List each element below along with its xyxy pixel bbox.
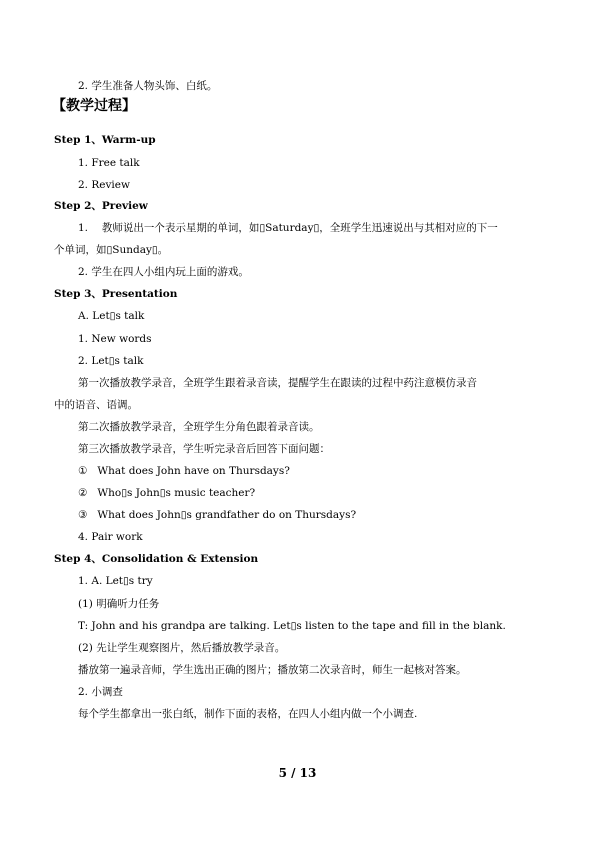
question-1 [78,464,290,478]
step1-item-1: 1. Free talk [78,157,140,169]
step4-sub-2: (2) 先让学生观察图片，然后播放教学录音。 [78,642,286,654]
step4-item-2: 2. 小调查 [78,686,123,698]
question-1-text: What does John have on Thursdays? [97,465,290,477]
step4-item-1: 1. A. Let▯s try [78,575,153,587]
step2-item1-line2: 个单词，如▯Sunday▯。 [54,244,169,256]
step2-title: Step 2、Preview [54,200,148,212]
step4-para2: 每个学生都拿出一张白纸，制作下面的表格，在四人小组内做一个小调查. [78,708,418,720]
question-3 [78,508,356,522]
step4-title: Step 4、Consolidation & Extension [54,553,259,565]
step3-sub-a: A. Let▯s talk [78,310,145,322]
step3-para1-line1: 第一次播放教学录音，全班学生跟着录音读，提醒学生在跟读的过程中药注意模仿录音 [78,377,477,389]
step3-para2: 第二次播放教学录音，全班学生分角色跟着录音读。 [78,421,320,433]
page-number: 5 / 13 [278,766,317,780]
step3-item-4: 4. Pair work [78,531,143,543]
step4-dialog: T: John and his grandpa are talking. Let▯s listen to the tape and fill in the blank. [78,620,506,632]
question-1-mark: ① [78,465,88,477]
step3-title: Step 3、Presentation [54,288,178,300]
step1-title: Step 1、Warm-up [54,134,156,146]
question-3-text: What does John▯s grandfather do on Thursdays? [97,509,357,521]
step1-item-2: 2. Review [78,179,130,191]
step2-item1-line1: 1. 教师说出一个表示星期的单词，如▯Saturday▯，全班学生迅速说出与其相对应的下一 [78,222,498,234]
question-2 [78,486,255,500]
intro-item: 2. 学生准备人物头饰、白纸。 [78,80,218,92]
step4-sub-1: (1) 明确听力任务 [78,598,160,610]
step3-para3: 第三次播放教学录音，学生听完录音后回答下面问题： [78,443,330,455]
step2-item-2: 2. 学生在四人小组内玩上面的游戏。 [78,266,249,278]
question-3-mark: ③ [78,509,88,521]
question-2-mark: ② [78,487,88,499]
step4-para: 播放第一遍录音师，学生选出正确的图片；播放第二次录音时，师生一起核对答案。 [78,664,467,676]
question-2-text: Who▯s John▯s music teacher? [97,487,256,499]
step3-para1-line2: 中的语音、语调。 [54,399,138,411]
step3-item-1: 1. New words [78,333,152,345]
section-title: 【教学过程】 [52,98,136,114]
step3-item-2: 2. Let▯s talk [78,355,144,367]
